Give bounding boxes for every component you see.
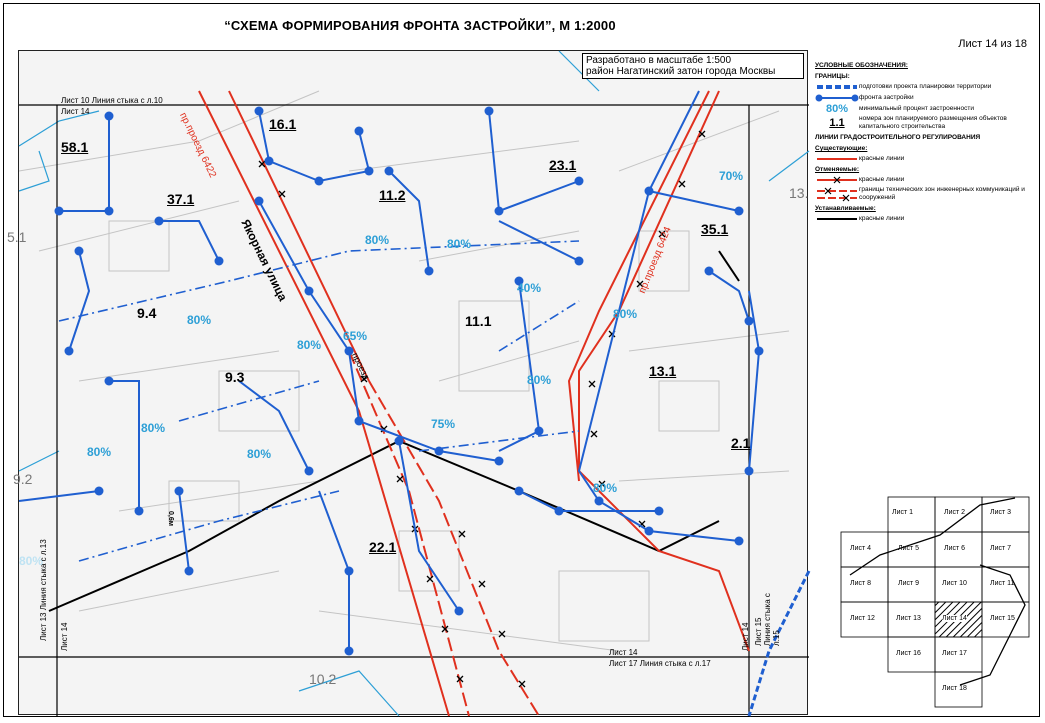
street-label: пр.проезд 6422 (177, 111, 219, 180)
percent-label: 75% (431, 417, 456, 431)
legend-established: Устанавливаемые: (815, 205, 876, 212)
legend-reg-lines: ЛИНИИ ГРАДОСТРОИТЕЛЬНОГО РЕГУЛИРОВАНИЯ (815, 134, 981, 141)
key-sheet-14: Лист 14 (942, 615, 967, 622)
legend-text: красные линии (859, 155, 905, 162)
join-label-right-sub: Лист 14 (741, 622, 750, 651)
join-label-bottom-sub: Лист 14 (609, 648, 638, 657)
front-nodes (55, 107, 764, 656)
outer-label: 13. (789, 185, 809, 201)
join-label-top-sub: Лист 14 (61, 107, 90, 116)
legend-row-project (815, 83, 1037, 91)
key-sheet-12: Лист 12 (850, 615, 875, 622)
join-label-left-sub: Лист 14 (60, 622, 69, 651)
percent-label: 80% (593, 481, 618, 495)
legend-text: минимальный процент застроенности (859, 105, 974, 112)
legend-cancelled: Отменяемые: (815, 166, 860, 173)
block-label: 22.1 (369, 539, 397, 555)
key-sheet-2: Лист 2 (944, 509, 966, 516)
percent-label (19, 51, 21, 52)
legend-text: номера зон планируемого размещения объектов капитального строительства (859, 115, 1007, 130)
key-sheet-10: Лист 10 (942, 580, 967, 587)
outer-label: 10.2 (309, 671, 337, 687)
key-sheet-9: Лист 9 (898, 580, 920, 587)
red-line-mark: 0,6м (167, 511, 174, 526)
legend-text: красные линии (859, 176, 905, 183)
percent-label: 70% (719, 169, 744, 183)
join-label-bottom: Лист 17 Линия стыка с л.17 (609, 659, 711, 668)
legend-heading: УСЛОВНЫЕ ОБОЗНАЧЕНИЯ: (815, 62, 908, 69)
development-note (582, 53, 804, 79)
street-label: Якорная улица (238, 217, 291, 304)
percent-label: 80% (19, 554, 44, 568)
legend-text: фронта застройки (859, 94, 914, 101)
cancelled-red-lines (349, 351, 539, 716)
block-label: 35.1 (701, 221, 729, 237)
front-line-icon (815, 93, 859, 103)
key-sheet-17: Лист 17 (942, 650, 967, 657)
red-lines (199, 91, 749, 716)
dev-note-district: район Нагатинский затон города Москвы (586, 66, 776, 77)
key-sheet-3: Лист 3 (990, 509, 1012, 516)
join-label-top: Лист 10 Линия стыка с л.10 (61, 96, 163, 105)
key-sheet-1: Лист 1 (892, 509, 914, 516)
key-sheet-4: Лист 4 (850, 545, 872, 552)
cancelled-x-marks (259, 131, 705, 687)
legend-existing: Существующие: (815, 145, 868, 152)
percent-label: 80% (141, 421, 166, 435)
legend-borders: ГРАНИЦЫ: (815, 73, 850, 80)
key-sheet-11: Лист 11 (990, 580, 1015, 587)
block-label: 58.1 (61, 139, 89, 155)
join-label-right: Лист 15 Линия стыка с л.15 (754, 593, 781, 646)
red-line-icon (817, 156, 857, 162)
key-sheet-13: Лист 13 (896, 615, 921, 622)
block-label: 16.1 (269, 116, 297, 132)
legend-percent-value: 80% (825, 103, 849, 115)
legend (815, 62, 1037, 225)
key-sheet-6: Лист 6 (944, 545, 966, 552)
legend-row-red-cancel (815, 176, 1037, 184)
outer-label: 9.2 (13, 471, 33, 487)
key-sheet-18: Лист 18 (942, 685, 967, 692)
legend-row-black (815, 215, 1037, 223)
outer-label: 5.1 (7, 229, 27, 245)
percent-label: 80% (297, 338, 322, 352)
legend-text: красные линии (859, 215, 905, 222)
legend-row-front (815, 93, 1037, 103)
percent-label: 80% (365, 233, 390, 247)
legend-row-percent (815, 105, 1037, 113)
legend-number-value: 1.1 (829, 117, 845, 129)
map-area[interactable] (7, 50, 809, 715)
percent-label: 80% (247, 447, 272, 461)
key-sheet-16: Лист 16 (896, 650, 921, 657)
percent-label: 80% (613, 307, 638, 321)
street-label: пр.проезд 6424 (637, 225, 674, 296)
percent-label: 80% (187, 313, 212, 327)
legend-row-red (815, 155, 1037, 163)
block-label: 13.1 (649, 363, 677, 379)
sheet-number: Лист 14 из 18 (958, 38, 1027, 50)
cancelled-red-line-icon (817, 176, 857, 184)
percent-label: 80% (87, 445, 112, 459)
legend-row-number (815, 115, 1037, 131)
legend-text: подготовки проекта планировки территории (859, 83, 992, 90)
block-label: 11.1 (465, 313, 492, 329)
key-sheet-7: Лист 7 (990, 545, 1012, 552)
block-label: 37.1 (167, 191, 195, 207)
legend-row-tech (815, 186, 1037, 202)
dashed-border-icon (817, 84, 857, 90)
block-label: 11.2 (379, 187, 406, 203)
key-sheet-5: Лист 5 (898, 545, 920, 552)
percent-label: 80% (447, 237, 472, 251)
map-canvas (19, 51, 809, 716)
dev-note-scale: Разработано в масштабе 1:500 (586, 55, 732, 66)
tech-zone-icon (817, 187, 857, 201)
key-sheet-8: Лист 8 (850, 580, 872, 587)
key-map-grid (840, 495, 1035, 710)
legend-text: границы технических зон инженерных коммуникаций и сооружений (859, 186, 1025, 201)
percent-label: 40% (517, 281, 542, 295)
percent-label: 65% (343, 329, 368, 343)
block-label: 2.1 (731, 435, 751, 451)
block-label: 23.1 (549, 157, 577, 173)
percent-label: 80% (527, 373, 552, 387)
key-sheet-15: Лист 15 (990, 615, 1015, 622)
street-label: проезд (350, 351, 372, 382)
black-line-icon (817, 216, 857, 222)
block-label: 9.4 (137, 305, 157, 321)
page-title: “СХЕМА ФОРМИРОВАНИЯ ФРОНТА ЗАСТРОЙКИ”, М 1:2000 (224, 18, 616, 33)
sheet-key-map (840, 495, 1035, 715)
block-label: 9.3 (225, 369, 245, 385)
join-label-left: Лист 13 Линия стыка с л.13 (39, 539, 48, 641)
